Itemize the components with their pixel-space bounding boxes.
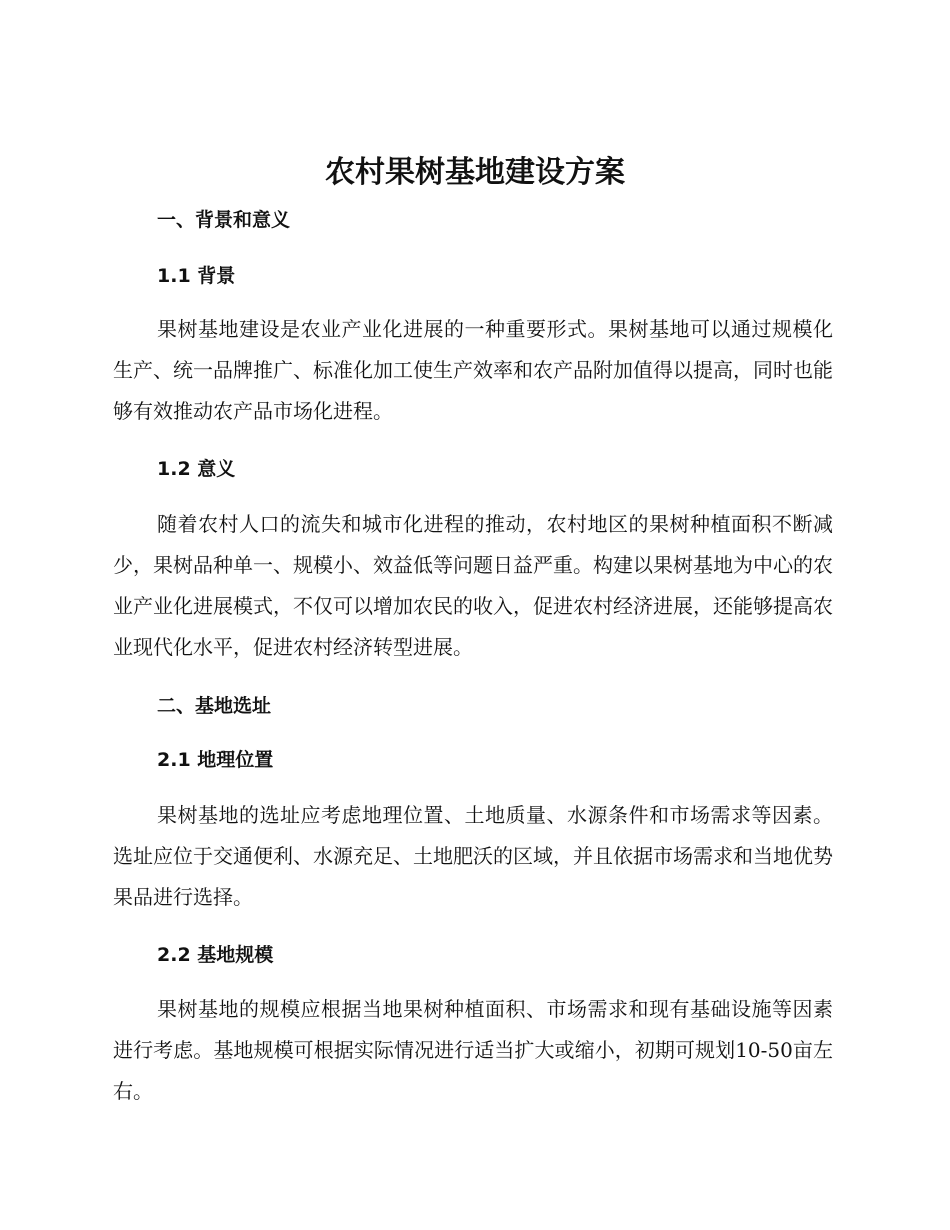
document-title: 农村果树基地建设方案 (325, 155, 625, 190)
subsection-heading-1-1: 1.1 背景 (157, 265, 236, 287)
subsection-heading-2-2: 2.2 基地规模 (157, 944, 274, 966)
paragraph-background: 果树基地建设是农业产业化进展的一种重要形式。果树基地可以通过规模化生产、统一品牌推广、标准化加工使生产效率和农产品附加值得以提高，同时也能够有效推动农产品市场化进程。 (113, 317, 833, 423)
subsection-heading-1-2: 1.2 意义 (157, 458, 236, 480)
section-heading-background: 一、背景和意义 (157, 209, 291, 231)
subsection-heading-2-1: 2.1 地理位置 (157, 749, 274, 771)
paragraph-significance: 随着农村人口的流失和城市化进程的推动，农村地区的果树种植面积不断减少，果树品种单一、规模小、效益低等问题日益严重。构建以果树基地为中心的农业产业化进展模式，不仅可以增加农民的收入，促进农村经济进展，还能够提高农业现代化水平，促进农村经济转型进展。 (113, 512, 833, 659)
paragraph-location: 果树基地的选址应考虑地理位置、土地质量、水源条件和市场需求等因素。选址应位于交通便利、水源充足、土地肥沃的区域，并且依据市场需求和当地优势果品进行选择。 (113, 803, 833, 909)
section-heading-site-selection: 二、基地选址 (157, 695, 272, 717)
paragraph-scale: 果树基地的规模应根据当地果树种植面积、市场需求和现有基础设施等因素进行考虑。基地规模可根据实际情况进行适当扩大或缩小，初期可规划10-50亩左右。 (113, 997, 833, 1103)
